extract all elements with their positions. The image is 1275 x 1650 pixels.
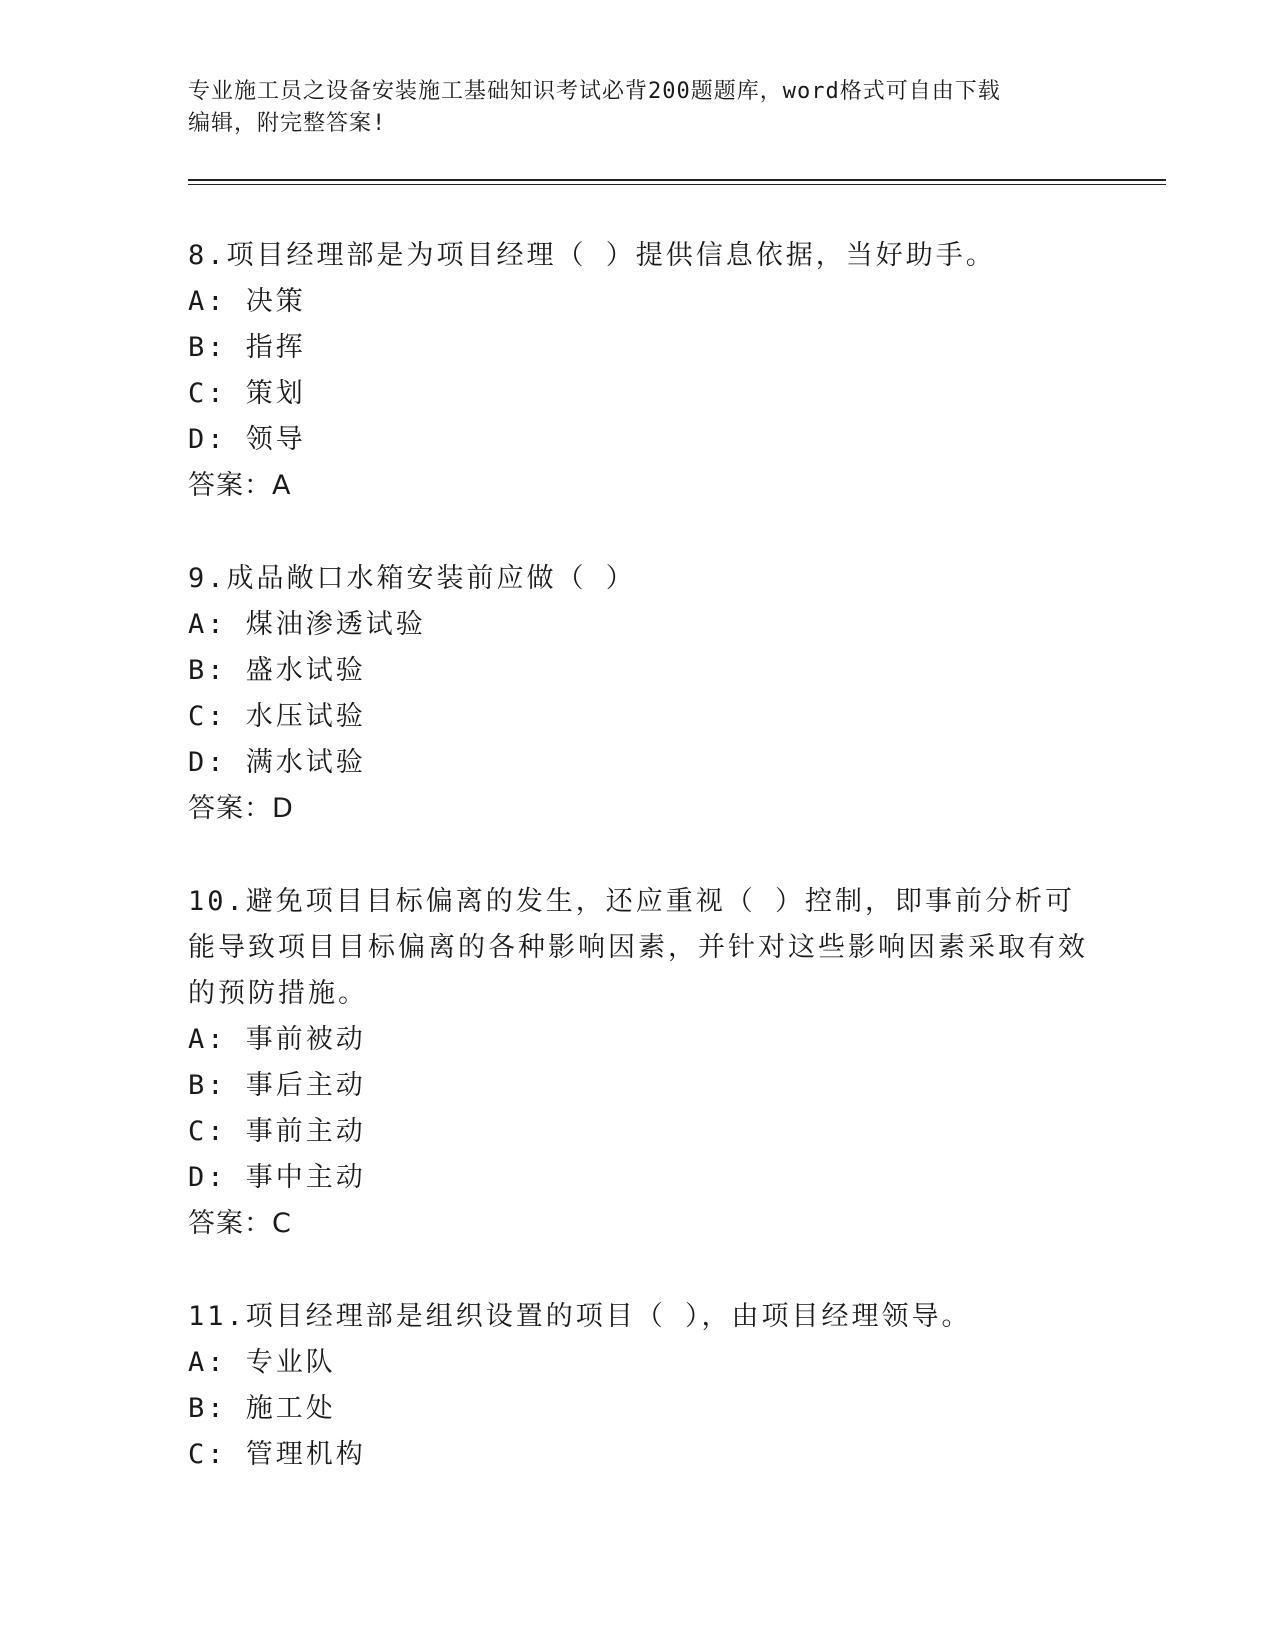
question-11 (188, 1294, 1088, 1478)
question-stem: 8.项目经理部是为项目经理（ ）提供信息依据，当好助手。 (188, 240, 996, 271)
question-10 (188, 879, 1088, 1247)
option-b: B: 盛水试验 (188, 655, 366, 686)
answer-key: 答案：A (188, 470, 292, 501)
document-header (188, 76, 1068, 140)
option-c: C: 事前主动 (188, 1116, 366, 1147)
header-line-2: 编辑，附完整答案! (188, 111, 387, 136)
option-a: A: 煤油渗透试验 (188, 609, 426, 640)
option-d: D: 满水试验 (188, 747, 366, 778)
option-c: C: 水压试验 (188, 701, 366, 732)
question-9 (188, 556, 1088, 832)
option-b: B: 指挥 (188, 332, 306, 363)
option-a: A: 专业队 (188, 1347, 336, 1378)
question-stem: 11.项目经理部是组织设置的项目（ ），由项目经理领导。 (188, 1301, 972, 1332)
option-c: C: 管理机构 (188, 1439, 366, 1470)
option-b: B: 施工处 (188, 1393, 336, 1424)
option-c: C: 策划 (188, 378, 306, 409)
question-stem: 9.成品敞口水箱安装前应做（ ） (188, 563, 636, 594)
option-d: D: 领导 (188, 424, 306, 455)
option-b: B: 事后主动 (188, 1070, 366, 1101)
answer-key: 答案：C (188, 1208, 292, 1239)
header-divider-thin (188, 184, 1166, 185)
option-a: A: 决策 (188, 286, 306, 317)
option-d: D: 事中主动 (188, 1162, 366, 1193)
header-line-1: 专业施工员之设备安装施工基础知识考试必背200题题库，word格式可自由下载 (188, 79, 1001, 104)
answer-key: 答案：D (188, 793, 294, 824)
question-8 (188, 233, 1088, 509)
option-a: A: 事前被动 (188, 1024, 366, 1055)
question-list (188, 233, 1088, 1525)
question-stem: 10.避免项目目标偏离的发生，还应重视（ ）控制，即事前分析可能导致项目目标偏离的各种影响因素，并针对这些影响因素采取有效的预防措施。 (188, 886, 1088, 1009)
header-divider-thick (188, 179, 1166, 181)
